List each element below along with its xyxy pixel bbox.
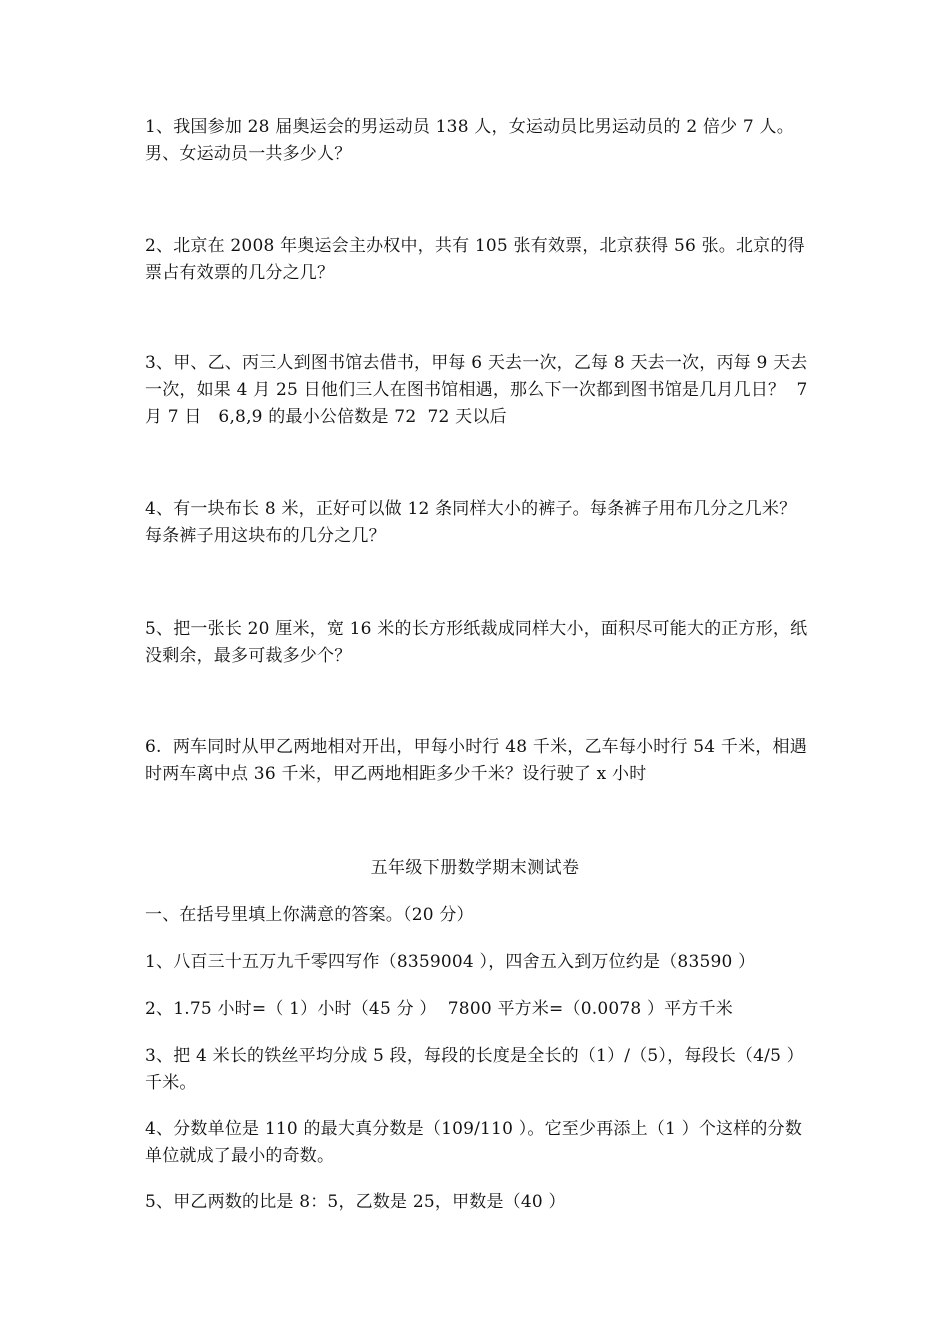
exam-title: 五年级下册数学期末测试卷 (370, 858, 580, 878)
exam-item-2: 2、1.75 小时=（ 1）小时（45 分 ） 7800 平方米=（0.0078 ）平方千米 (145, 999, 733, 1019)
problem-3: 3、甲、乙、丙三人到图书馆去借书，甲每 6 天去一次，乙每 8 天去一次，丙每 9 天去一次，如果 4 月 25 日他们三人在图书馆相遇，那么下一次都到图书馆是几月几日？ 7 月 7 日 6,8,9 的最小公倍数是 72 72 天以后 (145, 353, 814, 427)
problem-1: 1、我国参加 28 届奥运会的男运动员 138 人，女运动员比男运动员的 2 倍少 7 人。男、女运动员一共多少人？ (145, 117, 794, 164)
problem-4: 4、有一块布长 8 米，正好可以做 12 条同样大小的裤子。每条裤子用布几分之几米？每条裤子用这块布的几分之几？ (145, 499, 797, 546)
exam-item-4: 4、分数单位是 110 的最大真分数是（109/110 ）。它至少再添上（1 ）个这样的分数单位就成了最小的奇数。 (145, 1119, 803, 1166)
exam-item-3: 3、把 4 米长的铁丝平均分成 5 段，每段的长度是全长的（1）/（5），每段长（4/5 ）千米。 (145, 1046, 804, 1093)
problem-5: 5、把一张长 20 厘米，宽 16 米的长方形纸裁成同样大小，面积尽可能大的正方形，纸没剩余，最多可裁多少个？ (145, 619, 808, 666)
section-heading: 一、在括号里填上你满意的答案。（20 分） (145, 905, 474, 925)
problem-6: 6. 两车同时从甲乙两地相对开出，甲每小时行 48 千米，乙车每小时行 54 千米，相遇时两车离中点 36 千米，甲乙两地相距多少千米？设行驶了 x 小时 (145, 737, 807, 784)
exam-item-5: 5、甲乙两数的比是 8：5，乙数是 25，甲数是（40 ） (145, 1192, 566, 1212)
exam-item-1: 1、八百三十五万九千零四写作（8359004 ），四舍五入到万位约是（83590 ） (145, 952, 756, 972)
problem-2: 2、北京在 2008 年奥运会主办权中，共有 105 张有效票，北京获得 56 张。北京的得票占有效票的几分之几？ (145, 236, 805, 283)
